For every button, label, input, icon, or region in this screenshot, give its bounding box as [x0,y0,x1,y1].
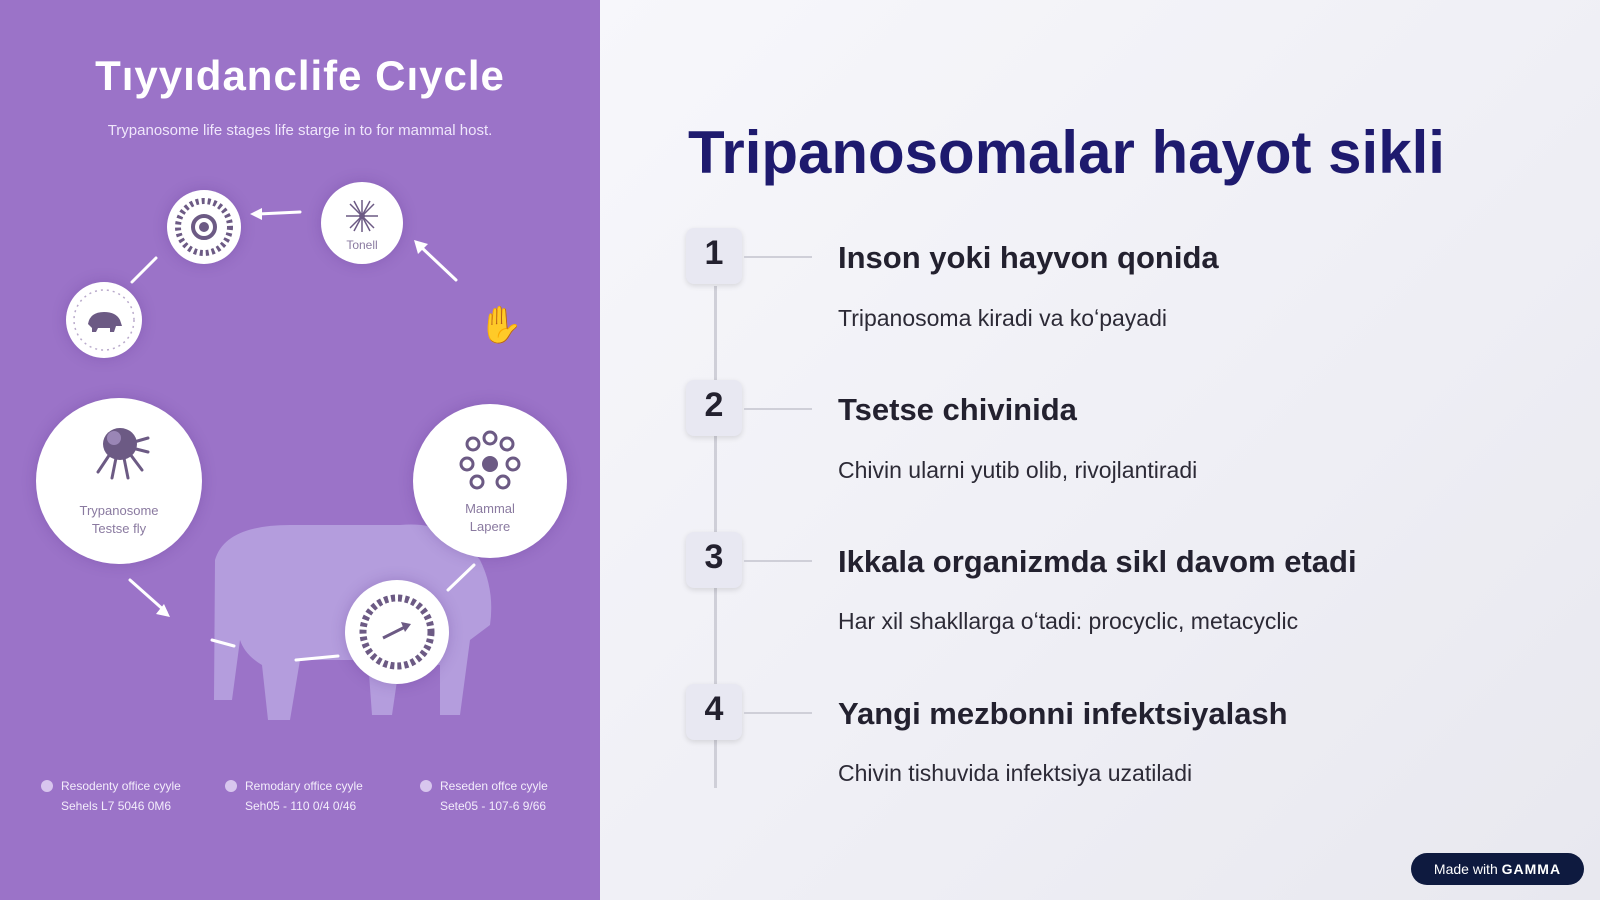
made-with-gamma-badge[interactable] [1411,853,1584,885]
step-description: Chivin tishuvida infektsiya uzatiladi [838,760,1193,786]
tsetse-label-2: Testse fly [91,521,147,536]
slide-heading: Tripanosomalar hayot sikli [688,119,1445,186]
mammal-circle [413,404,567,558]
tsetse-circle [36,398,202,564]
step-title: Tsetse chivinida [838,392,1077,427]
step-connector [744,256,812,258]
step-number: 3 [686,532,742,588]
legend-dot [420,780,432,792]
legend-item-3 [440,776,548,816]
step-title: Yangi mezbonni infektsiyalash [838,696,1288,731]
step-number: 1 [686,228,742,284]
arrow-4 [130,580,166,612]
cell-cluster-icon [413,404,567,504]
legend-item-1-line2: Sehels L7 5046 0M6 [61,799,172,813]
mammal-label-1: Mammal [465,501,515,516]
lifecycle-infographic [0,0,600,900]
tsetse-label-1: Trypanosome [79,503,159,518]
step-connector [744,408,812,410]
step-number: 4 [686,684,742,740]
swirl-circle [167,190,241,264]
arrow-badge-icon [345,580,449,684]
legend-item-1 [61,776,181,816]
boar-circle [66,282,142,358]
legend-item-3-line2: Sete05 - 107-6 9/66 [440,799,547,813]
step-description: Chivin ularni yutib olib, rivojlantiradi [838,457,1198,483]
badge-prefix: Made with [1433,861,1498,877]
step-description: Tripanosoma kiradi va koʻpayadi [838,305,1167,331]
hand-icon: ✋ [478,304,523,345]
tonell-label: Tonell [346,238,378,252]
arrow-1 [258,212,300,214]
infographic-subtitle: Trypanosome life stages life starge in to for mammal host. [107,122,493,139]
legend-item-2 [245,776,363,816]
infographic-title: Tıyyıdanclife Cıycle [95,52,505,99]
step-number: 2 [686,380,742,436]
legend-item-2-line2: Seh05 - 110 0/4 0/46 [245,799,357,813]
step-description: Har xil shakllarga oʻtadi: procyclic, metacyclic [838,608,1299,634]
arrow-3 [132,258,156,282]
boar-icon [66,282,142,358]
mammal-label-2: Lapere [469,519,511,534]
step-title: Inson yoki hayvon qonida [838,240,1219,275]
tonell-circle [321,182,403,264]
arrow-2 [420,246,456,280]
badge-brand: GAMMA [1501,861,1562,877]
step-connector [744,712,812,714]
step-connector [744,560,812,562]
legend-item-2-line1: Remodary office cyyle [245,779,363,793]
legend-dot [225,780,237,792]
step-title: Ikkala organizmda sikl davom etadi [838,544,1357,579]
legend-item-1-line1: Resodenty office cyyle [61,779,181,793]
legend-dot [41,780,53,792]
tick-icon [36,398,202,508]
swirl-badge-icon [167,190,241,264]
arrow-badge-circle [345,580,449,684]
legend-item-3-line1: Reseden offce cyyle [440,779,548,793]
